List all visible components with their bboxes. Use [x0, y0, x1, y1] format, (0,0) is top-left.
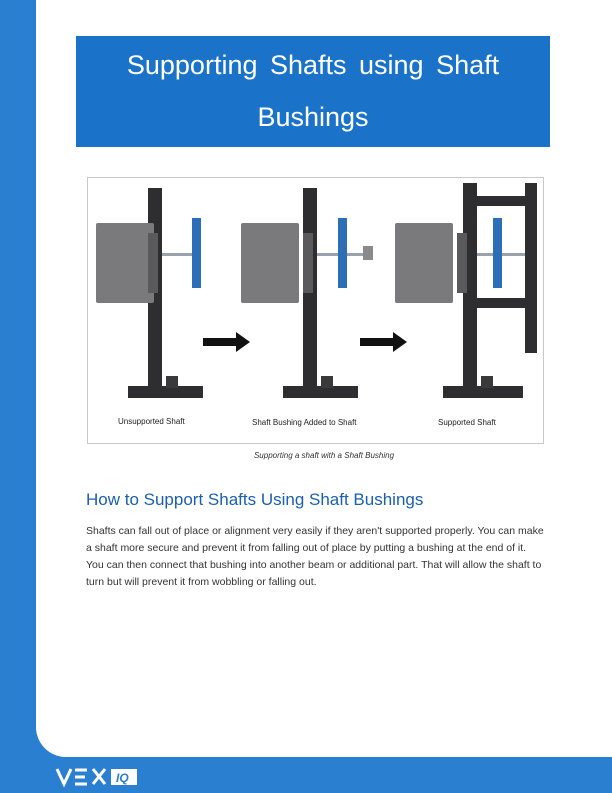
build-unsupported	[96, 188, 203, 398]
build-bushing-added	[241, 188, 373, 398]
shaft-illustration	[88, 178, 543, 443]
label-supported-shaft: Supported Shaft	[438, 418, 496, 427]
page-title-line-2: Bushings	[257, 102, 369, 132]
section-heading: How to Support Shafts Using Shaft Bushings	[86, 490, 424, 509]
vex-iq-logo	[55, 766, 155, 793]
build-supported	[395, 183, 537, 398]
svg-text:IQ: IQ	[116, 771, 129, 785]
figure-panel	[87, 177, 544, 444]
page-title-line-1: Supporting Shafts using Shaft	[126, 50, 500, 80]
label-unsupported-shaft: Unsupported Shaft	[118, 417, 185, 426]
title-banner	[76, 36, 550, 147]
page	[36, 0, 612, 757]
figure-caption: Supporting a shaft with a Shaft Bushing	[253, 451, 395, 460]
body-paragraph: Shafts can fall out of place or alignment very easily if they aren't supported properly. You can make a shaft more secure and prevent it from falling out of place by putting a bushing at the end of it. You can then connect that bushing into another beam or additional part. That will allow the shaft to turn but will prevent it from wobbling or falling out.	[86, 525, 544, 588]
label-bushing-added: Shaft Bushing Added to Shaft	[252, 418, 357, 427]
